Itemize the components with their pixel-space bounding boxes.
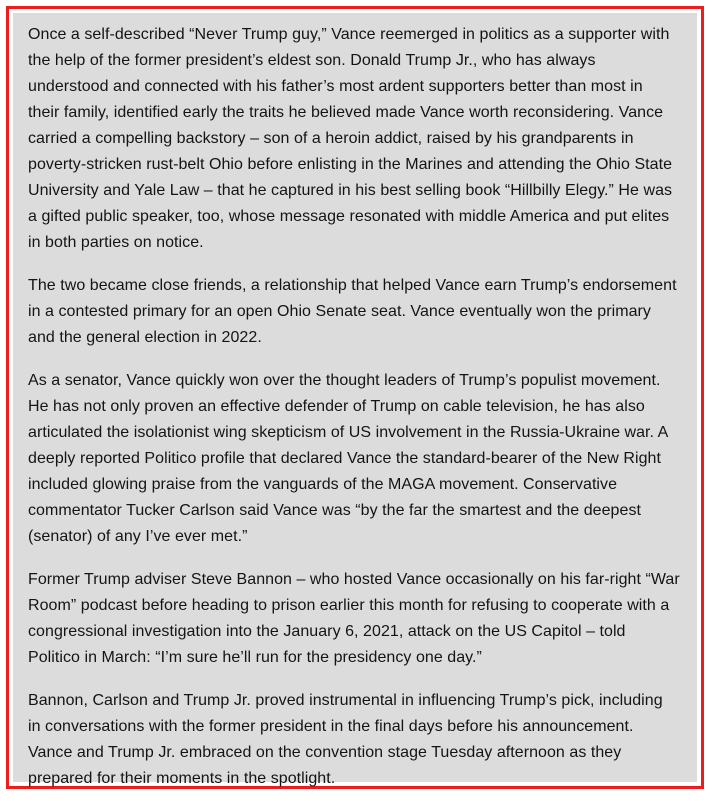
text-line: Vance and Trump Jr. embraced on the convention stage Tuesday afternoon as they bbox=[28, 744, 622, 761]
paragraph-instrumental bbox=[28, 688, 683, 792]
highlight-frame bbox=[6, 6, 704, 789]
paragraph-senator bbox=[28, 368, 683, 550]
text-line: Bannon, Carlson and Trump Jr. proved instrumental in influencing Trump’s pick, including bbox=[28, 692, 663, 709]
text-line: their family, identified early the traits he believed made Vance worth reconsidering. Vance bbox=[28, 104, 664, 121]
text-line: (senator) of any I’ve ever met.” bbox=[28, 528, 248, 545]
paragraph-vance-reemergence bbox=[28, 22, 683, 256]
text-line: Room” podcast before heading to prison earlier this month for refusing to cooperate with a bbox=[28, 597, 670, 614]
text-line: included glowing praise from the vanguards of the MAGA movement. Conservative bbox=[28, 476, 618, 493]
text-line: prepared for their moments in the spotlight. bbox=[28, 770, 336, 787]
text-line: and the general election in 2022. bbox=[28, 329, 262, 346]
paragraph-bannon bbox=[28, 567, 683, 671]
text-line: The two became close friends, a relationship that helped Vance earn Trump’s endorsement bbox=[28, 277, 677, 294]
text-line: University and Yale Law – that he captured in his best selling book “Hillbilly Elegy.” He was bbox=[28, 182, 673, 199]
text-line: a gifted public speaker, too, whose message resonated with middle America and put elites bbox=[28, 208, 670, 225]
text-line: Politico in March: “I’m sure he’ll run for the presidency one day.” bbox=[28, 649, 482, 666]
text-line: He has not only proven an effective defender of Trump on cable television, he has also bbox=[28, 398, 645, 415]
text-line: Once a self-described “Never Trump guy,” Vance reemerged in politics as a supporter with bbox=[28, 26, 670, 43]
text-line: commentator Tucker Carlson said Vance was “by the far the smartest and the deepest bbox=[28, 502, 641, 519]
article-excerpt bbox=[13, 13, 697, 787]
text-line: in conversations with the former president in the final days before his announcement. bbox=[28, 718, 634, 735]
text-line: As a senator, Vance quickly won over the thought leaders of Trump’s populist movement. bbox=[28, 372, 661, 389]
text-line: congressional investigation into the January 6, 2021, attack on the US Capitol – told bbox=[28, 623, 626, 640]
text-line: the help of the former president’s eldest son. Donald Trump Jr., who has always bbox=[28, 52, 596, 69]
text-line: in both parties on notice. bbox=[28, 234, 204, 251]
text-line: understood and connected with his father’s most ardent supporters better than most in bbox=[28, 78, 643, 95]
text-line: Former Trump adviser Steve Bannon – who hosted Vance occasionally on his far-right “War bbox=[28, 571, 680, 588]
text-line: poverty-stricken rust-belt Ohio before enlisting in the Marines and attending the Ohio State bbox=[28, 156, 673, 173]
paragraph-close-friends bbox=[28, 273, 683, 351]
text-line: carried a compelling backstory – son of a heroin addict, raised by his grandparents in bbox=[28, 130, 634, 147]
text-line: articulated the isolationist wing skepticism of US involvement in the Russia-Ukraine war. A bbox=[28, 424, 669, 441]
text-line: deeply reported Politico profile that declared Vance the standard-bearer of the New Right bbox=[28, 450, 661, 467]
text-line: in a contested primary for an open Ohio Senate seat. Vance eventually won the primary bbox=[28, 303, 651, 320]
